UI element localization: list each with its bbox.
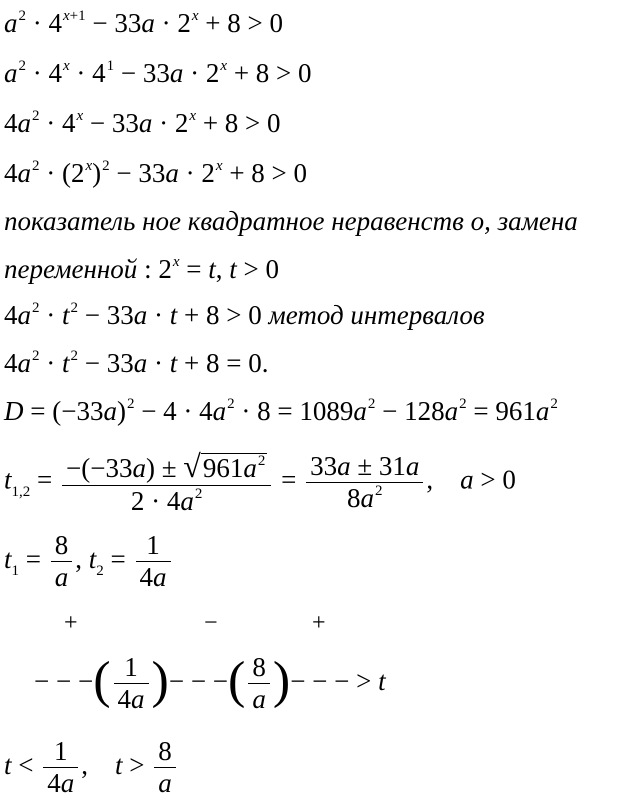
number-line-point-1: $\frac{1}{4a}$ <box>114 652 149 715</box>
number-line-point-2: $\frac{8}{a}$ <box>248 652 270 715</box>
equation-line-4: $4a^2 \cdot (2^x)^2 - 33a \cdot 2^x + 8 > 0$ <box>4 158 308 188</box>
sign-minus-middle: − <box>204 610 218 636</box>
equation-line-7: $4a^2 \cdot t^2 - 33a \cdot t + 8 > 0$ метод интервалов <box>4 300 485 330</box>
equation-line-1: $a^2 \cdot 4^{x+1} - 33a \cdot 2^x + 8 > 0$ <box>4 8 284 38</box>
roots-fraction: $\frac{-(-33a) \pm √961a^2}{2 \cdot 4a^2}$ <box>62 448 271 517</box>
equation-line-6: переменной : $2^x = t$, t > 0 <box>4 254 279 284</box>
variable-word: переменной <box>4 254 138 284</box>
number-line: − − −( $\frac{1}{4a}$ )− − −( $\frac{8}{a}$ )− − − > t <box>34 651 386 715</box>
answer-fraction-2: $\frac{8}{a}$ <box>154 736 176 799</box>
roots-formula-line: $t_{1,2}$ = $\frac{-(-33a) \pm √961a^2}{2 \cdot 4a^2}$ = $\frac{33a \pm 31a}{8a^2}$ , a > 0 <box>4 448 516 516</box>
substitution-text: показатель ное квадратное неравенств о, замена <box>4 206 578 236</box>
discriminant-line: $D = (-33a)^2 - 4 \cdot 4a^2 \cdot 8 = 1089a^2 - 128a^2 = 961a^2$ <box>4 396 558 426</box>
equation-line-2: $a^2 \cdot 4^x \cdot 4^1 - 33a \cdot 2^x + 8 > 0$ <box>4 58 312 88</box>
t2-fraction: $\frac{1}{4a}$ <box>136 530 171 593</box>
answer-fraction-1: $\frac{1}{4a}$ <box>43 736 78 799</box>
equation-line-3: $4a^2 \cdot 4^x - 33a \cdot 2^x + 8 > 0$ <box>4 108 281 138</box>
simplified-fraction: $\frac{33a \pm 31a}{8a^2}$ <box>306 451 423 514</box>
method-text: метод интервалов <box>268 300 485 330</box>
equation-line-8: $4a^2 \cdot t^2 - 33a \cdot t + 8 = 0$. <box>4 348 269 378</box>
answer-line: t < $\frac{1}{4a}$ , t > $\frac{8}{a}$ <box>4 736 179 799</box>
sign-plus-right: + <box>312 610 326 636</box>
t1-fraction: $\frac{8}{a}$ <box>51 530 73 593</box>
sign-plus-left: + <box>64 610 78 636</box>
text-line-substitution <box>4 208 578 235</box>
roots-values-line: $t_1$ = $\frac{8}{a}$ , $t_2$ = $\frac{1}{4a}$ <box>4 530 174 593</box>
